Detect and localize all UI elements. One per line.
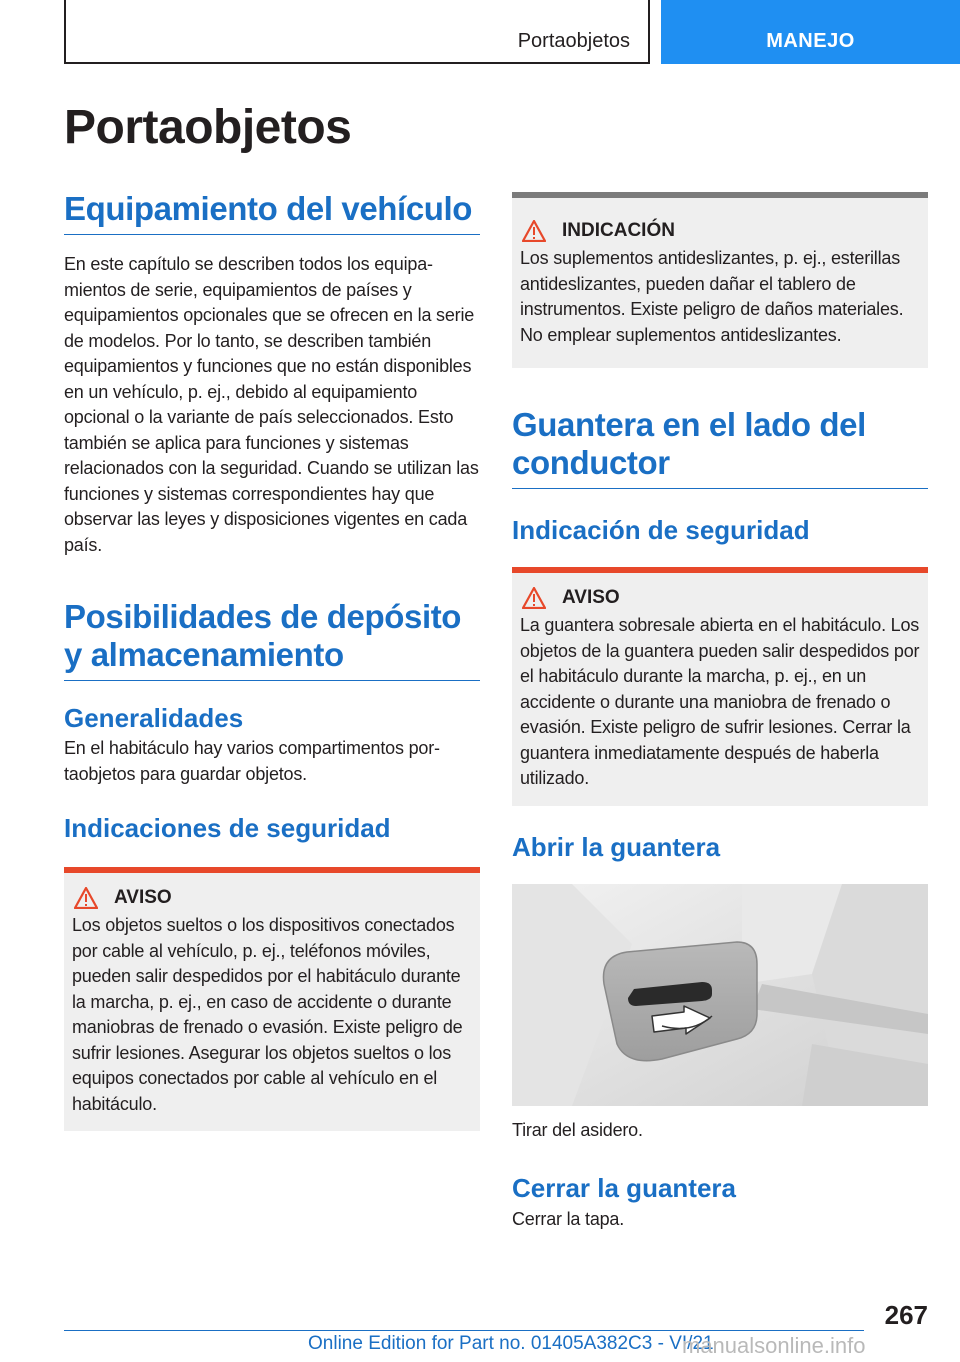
watermark: manualsonline.info (682, 1333, 866, 1358)
warning-text: La guantera sobresale abierta en el habitáculo. Los objetos de la guantera pueden salir despedidos por el habitáculo durante la marcha, p. ej., en un accidente o durante una maniobra de frenado o evasión. Existe peligro de sufrir lesiones. Cerrar la guantera inmediatamente después de haberla utilizado. (520, 615, 920, 788)
heading-equipamiento: Equipamiento del vehículo (64, 190, 480, 235)
note-header (520, 220, 920, 242)
warning-title: AVISO (562, 587, 620, 608)
warning-text: Los objetos sueltos o los dispositivos conectados por cable al vehículo, p. ej., teléfonos móviles, pueden salir despedidos por el habitáculo durante la marcha, p. ej., en caso de accidente o durante maniobras de frenado o evasión. Existe peligro de sufrir lesiones. Asegurar los objetos sueltos o los equipos conectados por cable al vehículo en el habitáculo. (72, 915, 463, 1114)
heading-posibilidades: Posibilidades de depósito y almacenamiento (64, 598, 480, 681)
warning-box-aviso (64, 867, 480, 1131)
warning-header (520, 587, 920, 609)
warning-triangle-icon (74, 887, 98, 909)
heading-generalidades: Generalidades (64, 703, 244, 733)
glovebox-photo (512, 884, 928, 1106)
header-frame (64, 0, 650, 64)
left-column (64, 190, 480, 1131)
photo-caption: Tirar del asidero. (512, 1119, 643, 1140)
warning-box-guantera (512, 567, 928, 806)
footer-rule (64, 1330, 864, 1331)
right-column (512, 192, 928, 1233)
note-box-indicacion (512, 192, 928, 368)
heading-guantera-conductor: Guantera en el lado del conductor (512, 406, 928, 489)
warning-title: AVISO (114, 887, 172, 908)
footer-edition: Online Edition for Part no. 01405A382C3 - VI/21 (308, 1333, 714, 1354)
paragraph-cerrar: Cerrar la tapa. (512, 1209, 625, 1229)
heading-cerrar-guantera: Cerrar la guantera (512, 1173, 736, 1203)
paragraph-generalidades: En el habitáculo hay varios compartimentos portaobjetos para guardar objetos. (64, 738, 440, 784)
heading-indicaciones-seguridad: Indicaciones de seguridad (64, 813, 391, 843)
header-chapter-tab[interactable]: MANEJO (661, 0, 960, 64)
page-title: Portaobjetos (64, 101, 352, 154)
warning-triangle-icon (522, 587, 546, 609)
note-text: Los suplementos antideslizantes, p. ej., esterillas antideslizantes, pueden dañar el tablero de instrumentos. Existe peligro de daños materiales. No emplear suplementos antideslizantes. (520, 248, 904, 345)
heading-indicacion-seguridad: Indicación de seguridad (512, 515, 810, 545)
heading-abrir-guantera: Abrir la guantera (512, 831, 721, 862)
glovebox-illustration (512, 884, 928, 1106)
page-number: 267 (884, 1300, 928, 1330)
header-section-title: Portaobjetos (517, 30, 630, 52)
paragraph-equipamiento: En este capítulo se describen todos los equipamientos de serie, equipamientos de países y equipamientos opcionales que se ofrecen en la serie de modelos. Por lo tanto, se describen también equipamientos y funciones que no están disponibles en un vehículo, p. ej., debido al equipamiento opcional o la variante de país seleccionados. Esto también se aplica para funciones y sistemas relacionados con la seguridad. Cuando se utilizan las funciones y sistemas correspondientes hay que observar las leyes y disposiciones vigentes en cada país. (64, 254, 479, 555)
warning-header (72, 887, 472, 909)
note-title: INDICACIÓN (562, 220, 675, 241)
warning-triangle-icon (522, 220, 546, 242)
